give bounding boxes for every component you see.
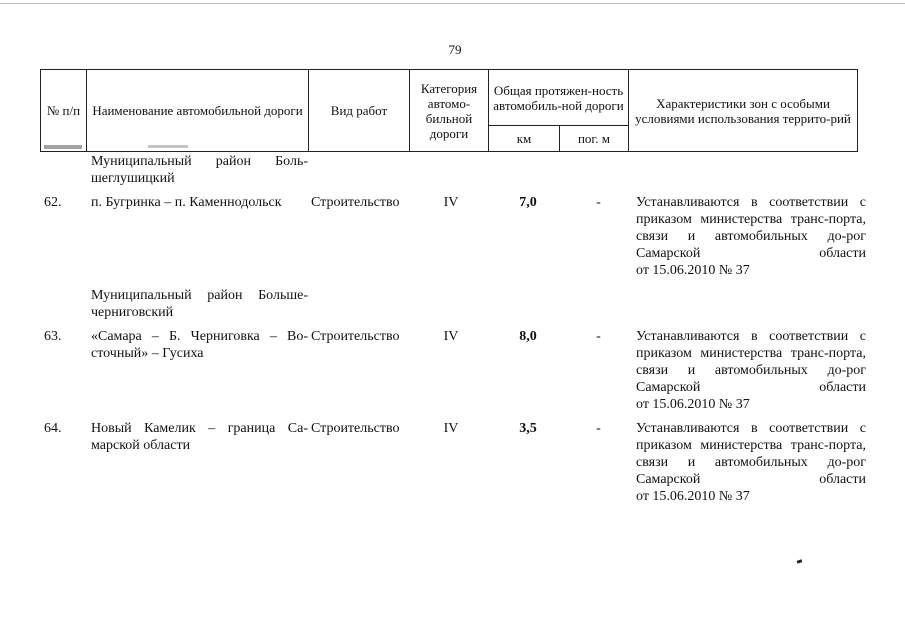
row-number: 62.	[44, 195, 62, 210]
row-number: 64.	[44, 421, 62, 436]
characteristics-date: от 15.06.2010 № 37	[636, 263, 750, 278]
road-category: IV	[443, 195, 459, 210]
scan-speck	[797, 559, 803, 564]
length-pog-m: -	[596, 195, 601, 210]
header-num: № п/п	[41, 70, 87, 152]
length-km: 3,5	[519, 421, 537, 436]
work-type: Строительство	[311, 195, 400, 210]
characteristics-date: от 15.06.2010 № 37	[636, 489, 750, 504]
road-category: IV	[443, 329, 459, 344]
page-number: 79	[448, 42, 462, 57]
header-pog-m: пог. м	[560, 126, 629, 152]
road-name: Новый Камелик – граница Са-марской области	[91, 421, 308, 453]
length-pog-m: -	[596, 421, 601, 436]
work-type: Строительство	[311, 421, 400, 436]
road-name: «Самара – Б. Черниговка – Во-сточный» – Гусиха	[91, 329, 308, 361]
scan-artifact	[44, 145, 82, 149]
district-title: Муниципальный район Больше-черниговский	[91, 288, 308, 320]
characteristics-text: Устанавливаются в соответствии с приказом министерства транс-порта, связи и автомобильных до-рог Самарской области	[636, 195, 866, 261]
header-road-name: Наименование автомобильной дороги	[87, 70, 309, 152]
zone-characteristics	[636, 420, 866, 505]
header-characteristics: Характеристики зон с особыми условиями использования террито-рий	[629, 70, 858, 152]
characteristics-date: от 15.06.2010 № 37	[636, 397, 750, 412]
zone-characteristics	[636, 194, 866, 279]
length-km: 7,0	[519, 195, 537, 210]
scan-artifact	[148, 145, 188, 148]
row-number: 63.	[44, 329, 62, 344]
characteristics-text: Устанавливаются в соответствии с приказом министерства транс-порта, связи и автомобильных до-рог Самарской области	[636, 329, 866, 395]
road-category: IV	[443, 421, 459, 436]
scan-edge-line	[0, 3, 905, 4]
header-work-type: Вид работ	[309, 70, 410, 152]
table-header	[40, 69, 858, 152]
work-type: Строительство	[311, 329, 400, 344]
characteristics-text: Устанавливаются в соответствии с приказом министерства транс-порта, связи и автомобильных до-рог Самарской области	[636, 421, 866, 487]
header-length: Общая протяжен-ность автомобиль-ной дороги	[489, 70, 629, 126]
zone-characteristics	[636, 328, 866, 413]
length-km: 8,0	[519, 329, 537, 344]
district-title: Муниципальный район Боль-шеглушицкий	[91, 154, 308, 186]
length-pog-m: -	[596, 329, 601, 344]
header-km: км	[489, 126, 560, 152]
header-category: Категория автомо-бильной дороги	[410, 70, 489, 152]
road-name: п. Бугринка – п. Каменнодольск	[91, 195, 282, 210]
